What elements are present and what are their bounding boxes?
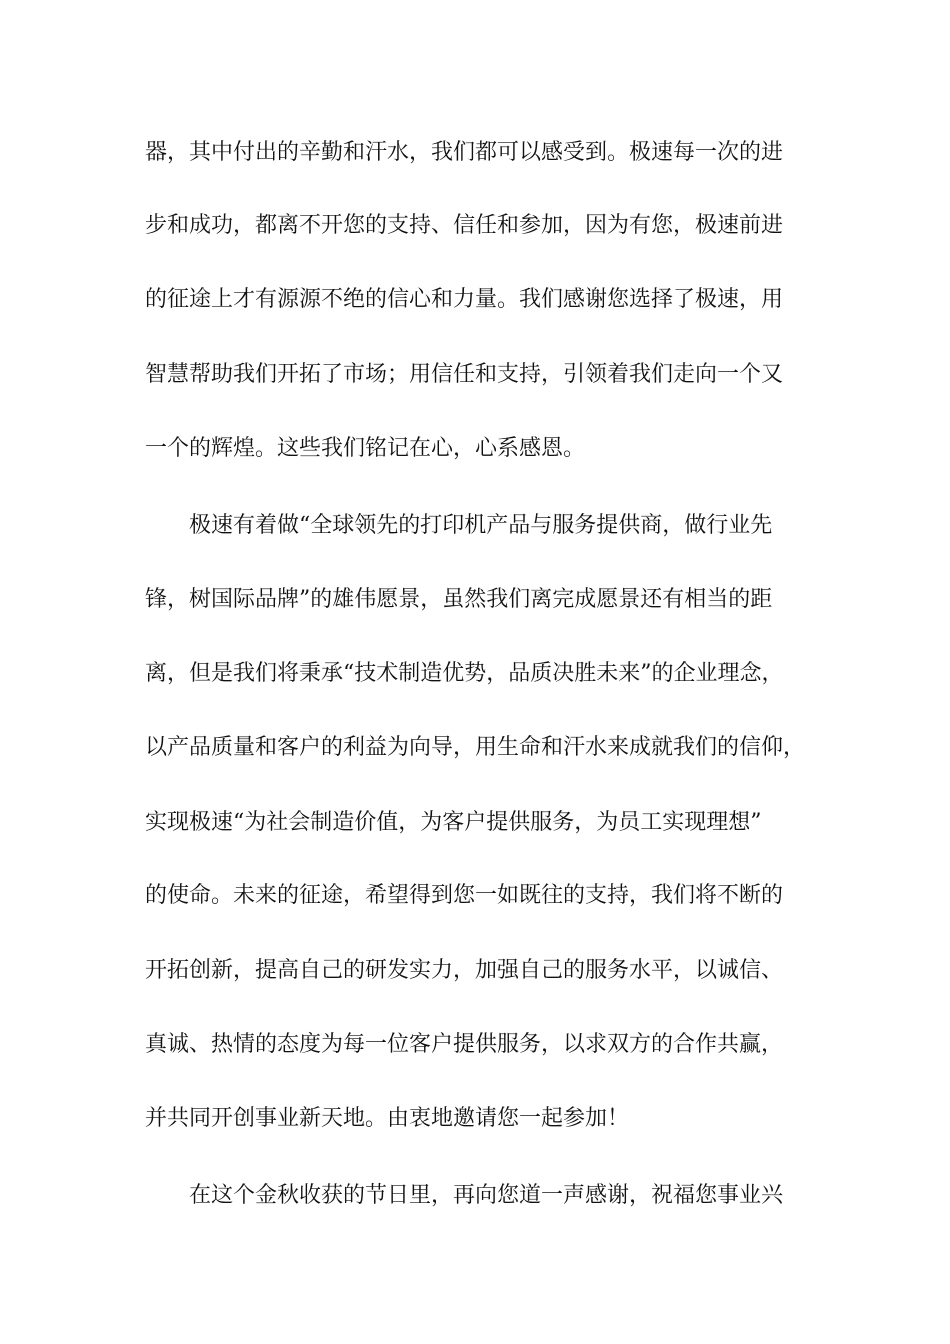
- text-line-14: 并共同开创事业新天地。由衷地邀请您一起参加！: [145, 1106, 630, 1131]
- paragraph-2-first-line: 极速有着做“全球领先的打印机产品与服务提供商，做行业先: [189, 513, 773, 538]
- text-line-1: 器，其中付出的辛勤和汗水，我们都可以感受到。极速每一次的进: [145, 140, 784, 165]
- text-line-4: 智慧帮助我们开拓了市场；用信任和支持，引领着我们走向一个又: [145, 362, 784, 387]
- text-line-9: 以产品质量和客户的利益为向导，用生命和汗水来成就我们的信仰，: [145, 735, 806, 760]
- text-line-5: 一个的辉煌。这些我们铭记在心，心系感恩。: [145, 436, 586, 461]
- text-line-8: 离，但是我们将秉承“技术制造优势，品质决胜未来”的企业理念，: [145, 661, 784, 686]
- text-line-3: 的征途上才有源源不绝的信心和力量。我们感谢您选择了极速，用: [145, 287, 784, 312]
- text-line-2: 步和成功，都离不开您的支持、信任和参加，因为有您，极速前进: [145, 213, 784, 238]
- text-line-10: 实现极速“为社会制造价值，为客户提供服务，为员工实现理想”: [145, 810, 762, 835]
- text-line-11: 的使命。未来的征途，希望得到您一如既往的支持，我们将不断的: [145, 883, 784, 908]
- text-line-12: 开拓创新，提高自己的研发实力，加强自己的服务水平，以诚信、: [145, 958, 784, 983]
- text-line-7: 锋，树国际品牌”的雄伟愿景，虽然我们离完成愿景还有相当的距: [145, 587, 773, 612]
- paragraph-3-first-line: 在这个金秋收获的节日里，再向您道一声感谢，祝福您事业兴: [189, 1183, 784, 1208]
- text-line-13: 真诚、热情的态度为每一位客户提供服务，以求双方的合作共赢，: [145, 1032, 784, 1057]
